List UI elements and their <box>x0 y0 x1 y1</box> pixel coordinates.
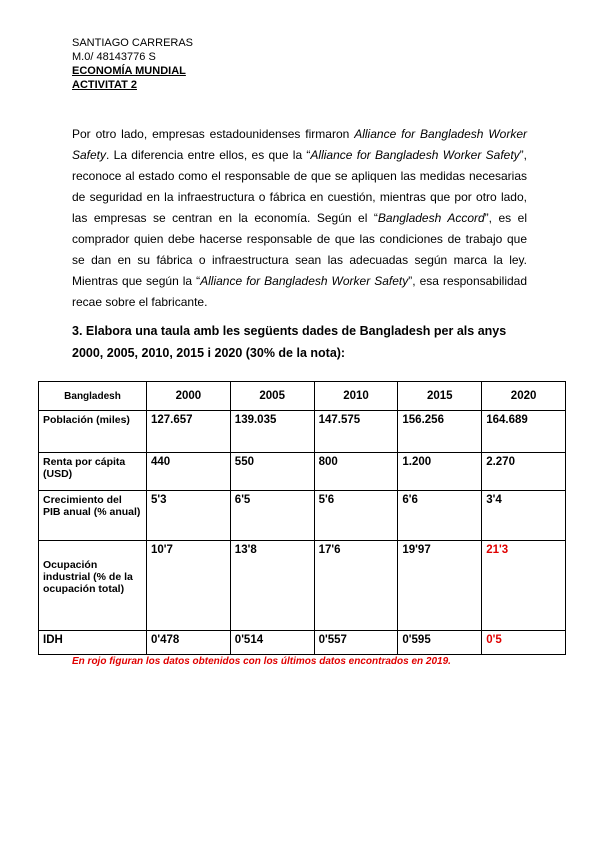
table-row <box>39 541 566 631</box>
table-cell: 1.200 <box>398 453 482 491</box>
table-row <box>39 631 566 655</box>
paragraph-italic: Alliance for Bangladesh Worker Safety <box>72 127 527 162</box>
table-cell: 19'97 <box>398 541 482 631</box>
table-cell: 139.035 <box>230 411 314 453</box>
row-label: Renta por cápita (USD) <box>39 453 147 491</box>
table-cell: 156.256 <box>398 411 482 453</box>
table-cell: 147.575 <box>314 411 398 453</box>
table-cell-highlighted: 0'5 <box>482 631 566 655</box>
table-header-cell: Bangladesh <box>39 382 147 411</box>
table-cell: 10'7 <box>147 541 231 631</box>
paragraph-text: . La diferencia entre ellos, es que la “ <box>106 148 311 162</box>
table-cell: 2.270 <box>482 453 566 491</box>
row-label-text: Ocupación industrial (% de la ocupación total) <box>43 559 133 595</box>
bangladesh-data-table <box>38 381 566 655</box>
subject-title: ECONOMÍA MUNDIAL <box>72 65 186 77</box>
table-cell-highlighted: 21'3 <box>482 541 566 631</box>
table-cell: 800 <box>314 453 398 491</box>
row-label: Población (miles) <box>39 411 147 453</box>
table-cell: 3'4 <box>482 491 566 541</box>
table-cell: 127.657 <box>147 411 231 453</box>
paragraph-italic: Alliance for Bangladesh Worker Safety <box>200 274 409 288</box>
student-id: M.0/ 48143776 S <box>72 51 156 63</box>
table-cell: 0'514 <box>230 631 314 655</box>
row-label: Crecimiento del PIB anual (% anual) <box>39 491 147 541</box>
footnote-red: En rojo figuran los datos obtenidos con los últimos datos encontrados en 2019. <box>72 656 451 667</box>
table-cell: 0'557 <box>314 631 398 655</box>
row-label <box>39 541 147 631</box>
paragraph-text: ”, esa responsabilidad recae sobre el fabricante. <box>72 274 528 309</box>
table-header-cell: 2010 <box>314 382 398 411</box>
table-cell: 440 <box>147 453 231 491</box>
paragraph-italic: Bangladesh Accord <box>377 211 485 225</box>
paragraph-text: Por otro lado, empresas estadounidenses firmaron <box>72 127 355 141</box>
question-heading: 3. Elabora una taula amb les següents dades de Bangladesh per als anys 2000, 2005, 2010, 2015 i 2020 (30% de la nota): <box>72 324 507 360</box>
table-cell: 5'6 <box>314 491 398 541</box>
table-cell: 550 <box>230 453 314 491</box>
table-cell: 6'5 <box>230 491 314 541</box>
paragraph-italic: Alliance for Bangladesh Worker Safety <box>310 148 520 162</box>
table-header-cell: 2020 <box>482 382 566 411</box>
student-name: SANTIAGO CARRERAS <box>72 37 194 49</box>
table-row <box>39 491 566 541</box>
table-cell: 6'6 <box>398 491 482 541</box>
document-header <box>72 36 193 92</box>
table-cell: 5'3 <box>147 491 231 541</box>
table-cell: 0'478 <box>147 631 231 655</box>
table-header-row <box>39 382 566 411</box>
table-cell: 13'8 <box>230 541 314 631</box>
table-row <box>39 453 566 491</box>
activity-title: ACTIVITAT 2 <box>72 79 137 91</box>
table-header-cell: 2015 <box>398 382 482 411</box>
table-cell: 17'6 <box>314 541 398 631</box>
paragraph-text: ”, reconoce al estado como el responsable de que se apliquen las medidas necesarias de seguridad en la infraestructura o fábrica en cuestión, mientras que por otro lado, las empresas se centran en la economía. Según el “ <box>72 148 528 225</box>
table-row <box>39 411 566 453</box>
table-header-cell: 2005 <box>230 382 314 411</box>
row-label: IDH <box>39 631 147 655</box>
body-paragraph <box>72 124 527 313</box>
table-header-cell: 2000 <box>147 382 231 411</box>
paragraph-text: ”, es el comprador quien debe hacerse responsable de que las condiciones de trabajo que se dan en su fábrica o infraestructura sean las adecuadas según marca la ley. Mientras que según la “ <box>72 211 527 288</box>
table-cell: 0'595 <box>398 631 482 655</box>
table-cell: 164.689 <box>482 411 566 453</box>
